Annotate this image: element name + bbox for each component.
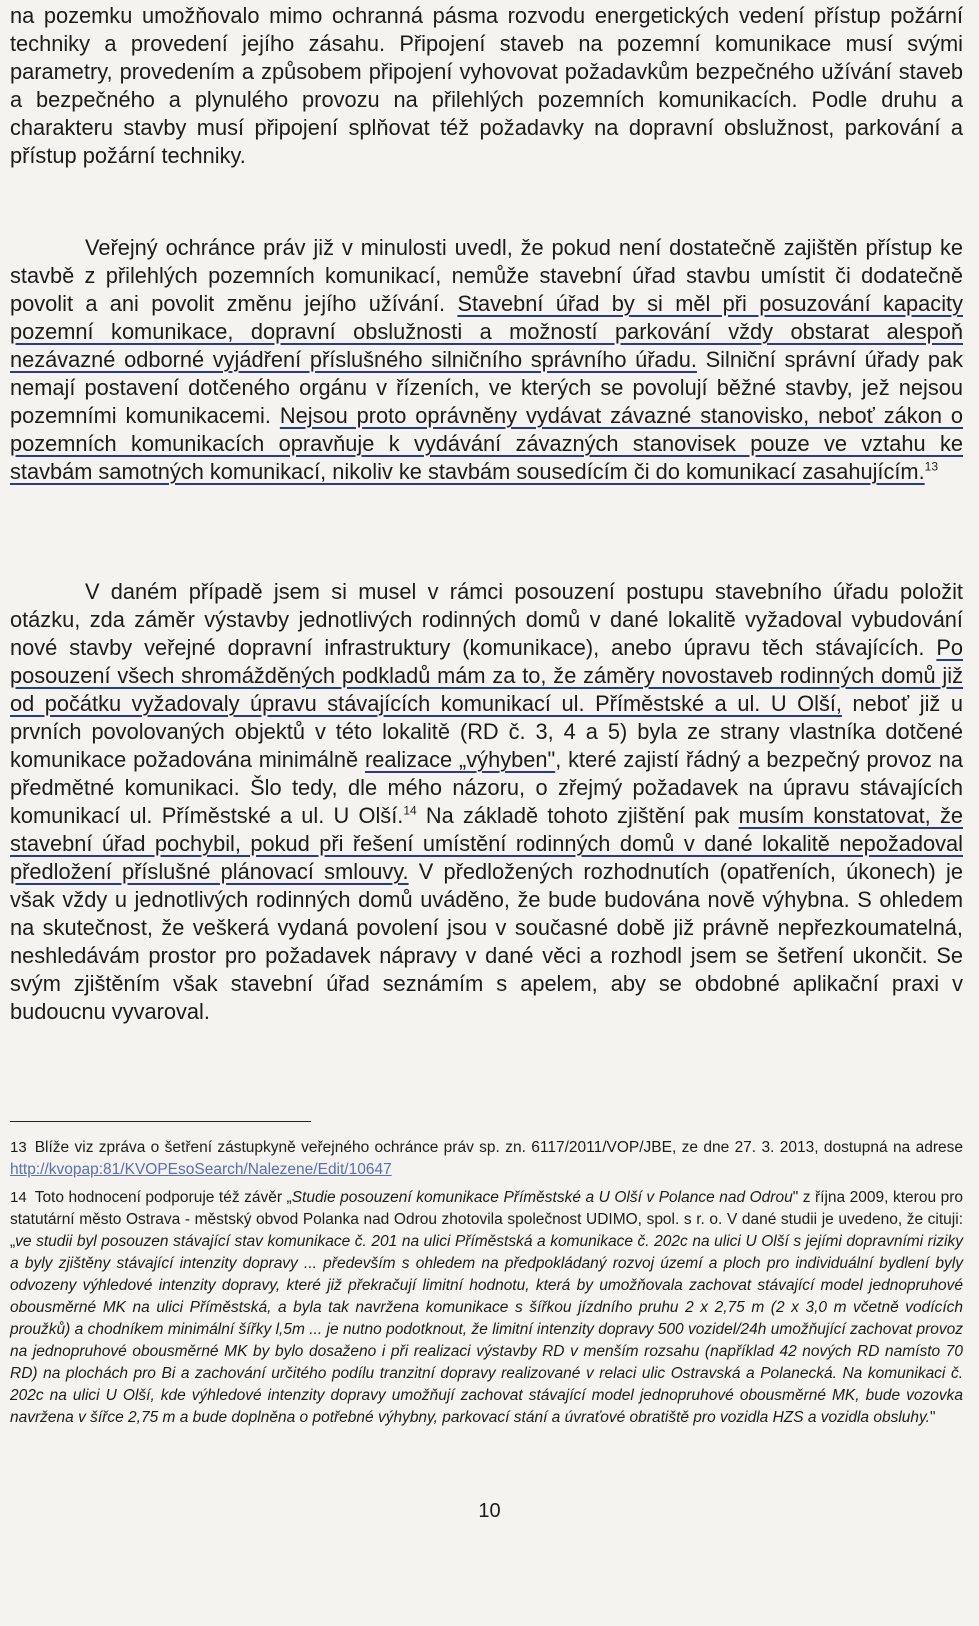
paragraph-1: na pozemku umožňovalo mimo ochranná pásma rozvodu energetických vedení přístup požární techniky a provedení jejího zásahu. Připojení staveb na pozemní komunikace musí svými parametry, provedením a způsobem připojení vyhovovat požadavkům bezpečného užívání staveb a bezpečného a plynulého provozu na přilehlých pozemních komunikacích. Podle druhu a charakteru stavby musí připojení splňovat též požadavky na dopravní obslužnost, parkování a přístup požární techniky. [10, 3, 963, 168]
footnote-number: 13 [10, 1139, 27, 1156]
paragraph-3-text-f: Na základě tohoto zjištění pak [416, 803, 739, 828]
paragraph-3-text-e: , které zajistí řádný a bezpečný provoz na předmětné komunikaci. Šlo tedy, dle mého názoru, o zřejmý požadavek na úpravu stávajících komunikací ul. Příměstské a ul. U Olší. [10, 747, 963, 828]
footnote-ref-14[interactable]: 14 [403, 803, 417, 818]
underlined-passage-5: musím konstatovat, že stavební úřad pochybil, pokud při řešení umístění rodinných domů v dané lokalitě nepožadoval předložení příslušné plánovací smlouvy. [10, 803, 963, 884]
study-quote: ve studii byl posouzen stávající stav komunikace č. 201 na ulici Příměstská a komunikace č. 202c na ulici U Olší s jejími dopravními riziky a byly zjištěny stávající intenzity dopravy ... především s ohledem na předpokládaný rozvoj území a ploch pro individuální bydlení byly odvozeny výhledové intenzity dopravy, které již překračují limitní hodnotu, která by umožňovala zachovat stávající model jednopruhové obousměrné MK na ulici Příměstská, a byla tak navržena komunikace s šířkou jízdního pruhu 2 x 2,75 m (2 x 3,0 m včetně vodících proužků) a chodníkem minimální šířky l,5m ... je nutno podotknout, že limitní intenzity dopravy 500 vozidel/24h umožňující zachovat provoz na jednopruhové obousměrné MK by bylo dosaženo i při realizaci výstavby RD v menším rozsahu (například 42 nových RD namísto 70 RD) na plochách pro Bi a zachování určitého podílu tranzitní dopravy realizované v relaci ulic Ostravská a Polanecká. Na komunikaci č. 202c na ulici U Olší, kde výhledové intenzity dopravy umožňují zachovat stávající model jednopruhové obousměrné MK, bude vozovka navržena v šířce 2,75 m a bude doplněna o potřebné výhybny, parkovací stání a úvraťové obratiště pro vozidla HZS a vozidla obsluhy. [10, 1233, 963, 1426]
footnote-separator [10, 1121, 311, 1122]
paragraph-3 [10, 578, 963, 1026]
page-number: 10 [478, 1500, 501, 1522]
paragraph-3-text-h: V předložených rozhodnutích (opatřeních, úkonech) je však vždy u jednotlivých rodinných domů uváděno, že bude budována nově výhybna. S ohledem na skutečnost, že veškerá vydaná povolení jsou v současné době již právně nepřezkoumatelná, neshledávám prostor pro požadavek nápravy v dané věci a rozhodl jsem se šetření ukončit. Se svým zjištěním však stavební úřad seznámím s apelem, aby se obdobné aplikační praxi v budoucnu vyvaroval. [10, 859, 963, 1024]
paragraph-3-text-c: neboť již u prvních povolovaných objektů v této lokalitě (RD č. 3, 4 a 5) byla ze strany vlastníka dotčené komunikace požadována minimálně [10, 691, 963, 772]
paragraph-2-text-c: Silniční správní úřady pak nemají postavení dotčeného orgánu v řízeních, ve kterých se povolují běžné stavby, jež nejsou pozemními komunikacemi. [10, 347, 963, 428]
footnotes [10, 1137, 963, 1435]
footnote-14 [10, 1187, 963, 1429]
study-title: Studie posouzení komunikace Příměstské a U Olší v Polance nad Odrou [291, 1189, 793, 1206]
underlined-passage-4: realizace „výhyben" [364, 747, 556, 772]
footnote-text-e: " [929, 1409, 936, 1426]
footnote-text-a: Toto hodnocení podporuje též závěr „ [34, 1189, 292, 1206]
underlined-passage-2: Nejsou proto oprávněny vydávat závazné stanovisko, neboť zákon o pozemních komunikacích opravňuje k vydávání závazných stanovisek pouze ve vztahu ke stavbám samotných komunikací, nikoliv ke stavbám sousedícím či do komunikací zasahujícím. [10, 403, 964, 484]
underlined-passage-1: Stavební úřad by si měl při posuzování kapacity pozemní komunikace, dopravní obslužnosti a možností parkování vždy obstarat alespoň nezávazné odborné vyjádření příslušného silničního správního úřadu. [10, 291, 963, 372]
underlined-passage-3: Po posouzení všech shromážděných podkladů mám za to, že záměry novostaveb rodinných domů již od počátku vyžadovaly úpravu stávajících komunikací ul. Příměstské a ul. U Olší, [10, 635, 963, 716]
footnote-link[interactable]: http://kvopap:81/KVOPEsoSearch/Nalezene/Edit/10647 [10, 1161, 392, 1178]
paragraph-3-text-a: V daném případě jsem si musel v rámci posouzení postupu stavebního úřadu položit otázku, zda záměr výstavby jednotlivých rodinných domů v dané lokalitě vyžadoval vybudování nové stavby veřejné dopravní infrastruktury (komunikace), anebo úpravu těch stávajících. [10, 579, 963, 660]
footnote-text-c: " z října 2009, kterou pro statutární město Ostrava - městský obvod Polanka nad Odrou zhotovila společnost UDIMO, spol. s r. o. V dané studii je uvedeno, že cituji: „ [10, 1189, 963, 1250]
paragraph-2 [10, 234, 963, 486]
footnote-ref-13[interactable]: 13 [924, 459, 938, 474]
paragraph-2-text-a: Veřejný ochránce práv již v minulosti uvedl, že pokud není dostatečně zajištěn přístup ke stavbě z přilehlých pozemních komunikací, nemůže stavební úřad stavbu umístit či dodatečně povolit a ani povolit změnu jejího užívání. [10, 235, 963, 316]
footnote-number: 14 [10, 1189, 27, 1206]
footnote-13 [10, 1137, 963, 1181]
footnote-text: Blíže viz zpráva o šetření zástupkyně veřejného ochránce práv sp. zn. 6117/2011/VOP/JBE, ze dne 27. 3. 2013, dostupná na adrese [34, 1139, 963, 1156]
